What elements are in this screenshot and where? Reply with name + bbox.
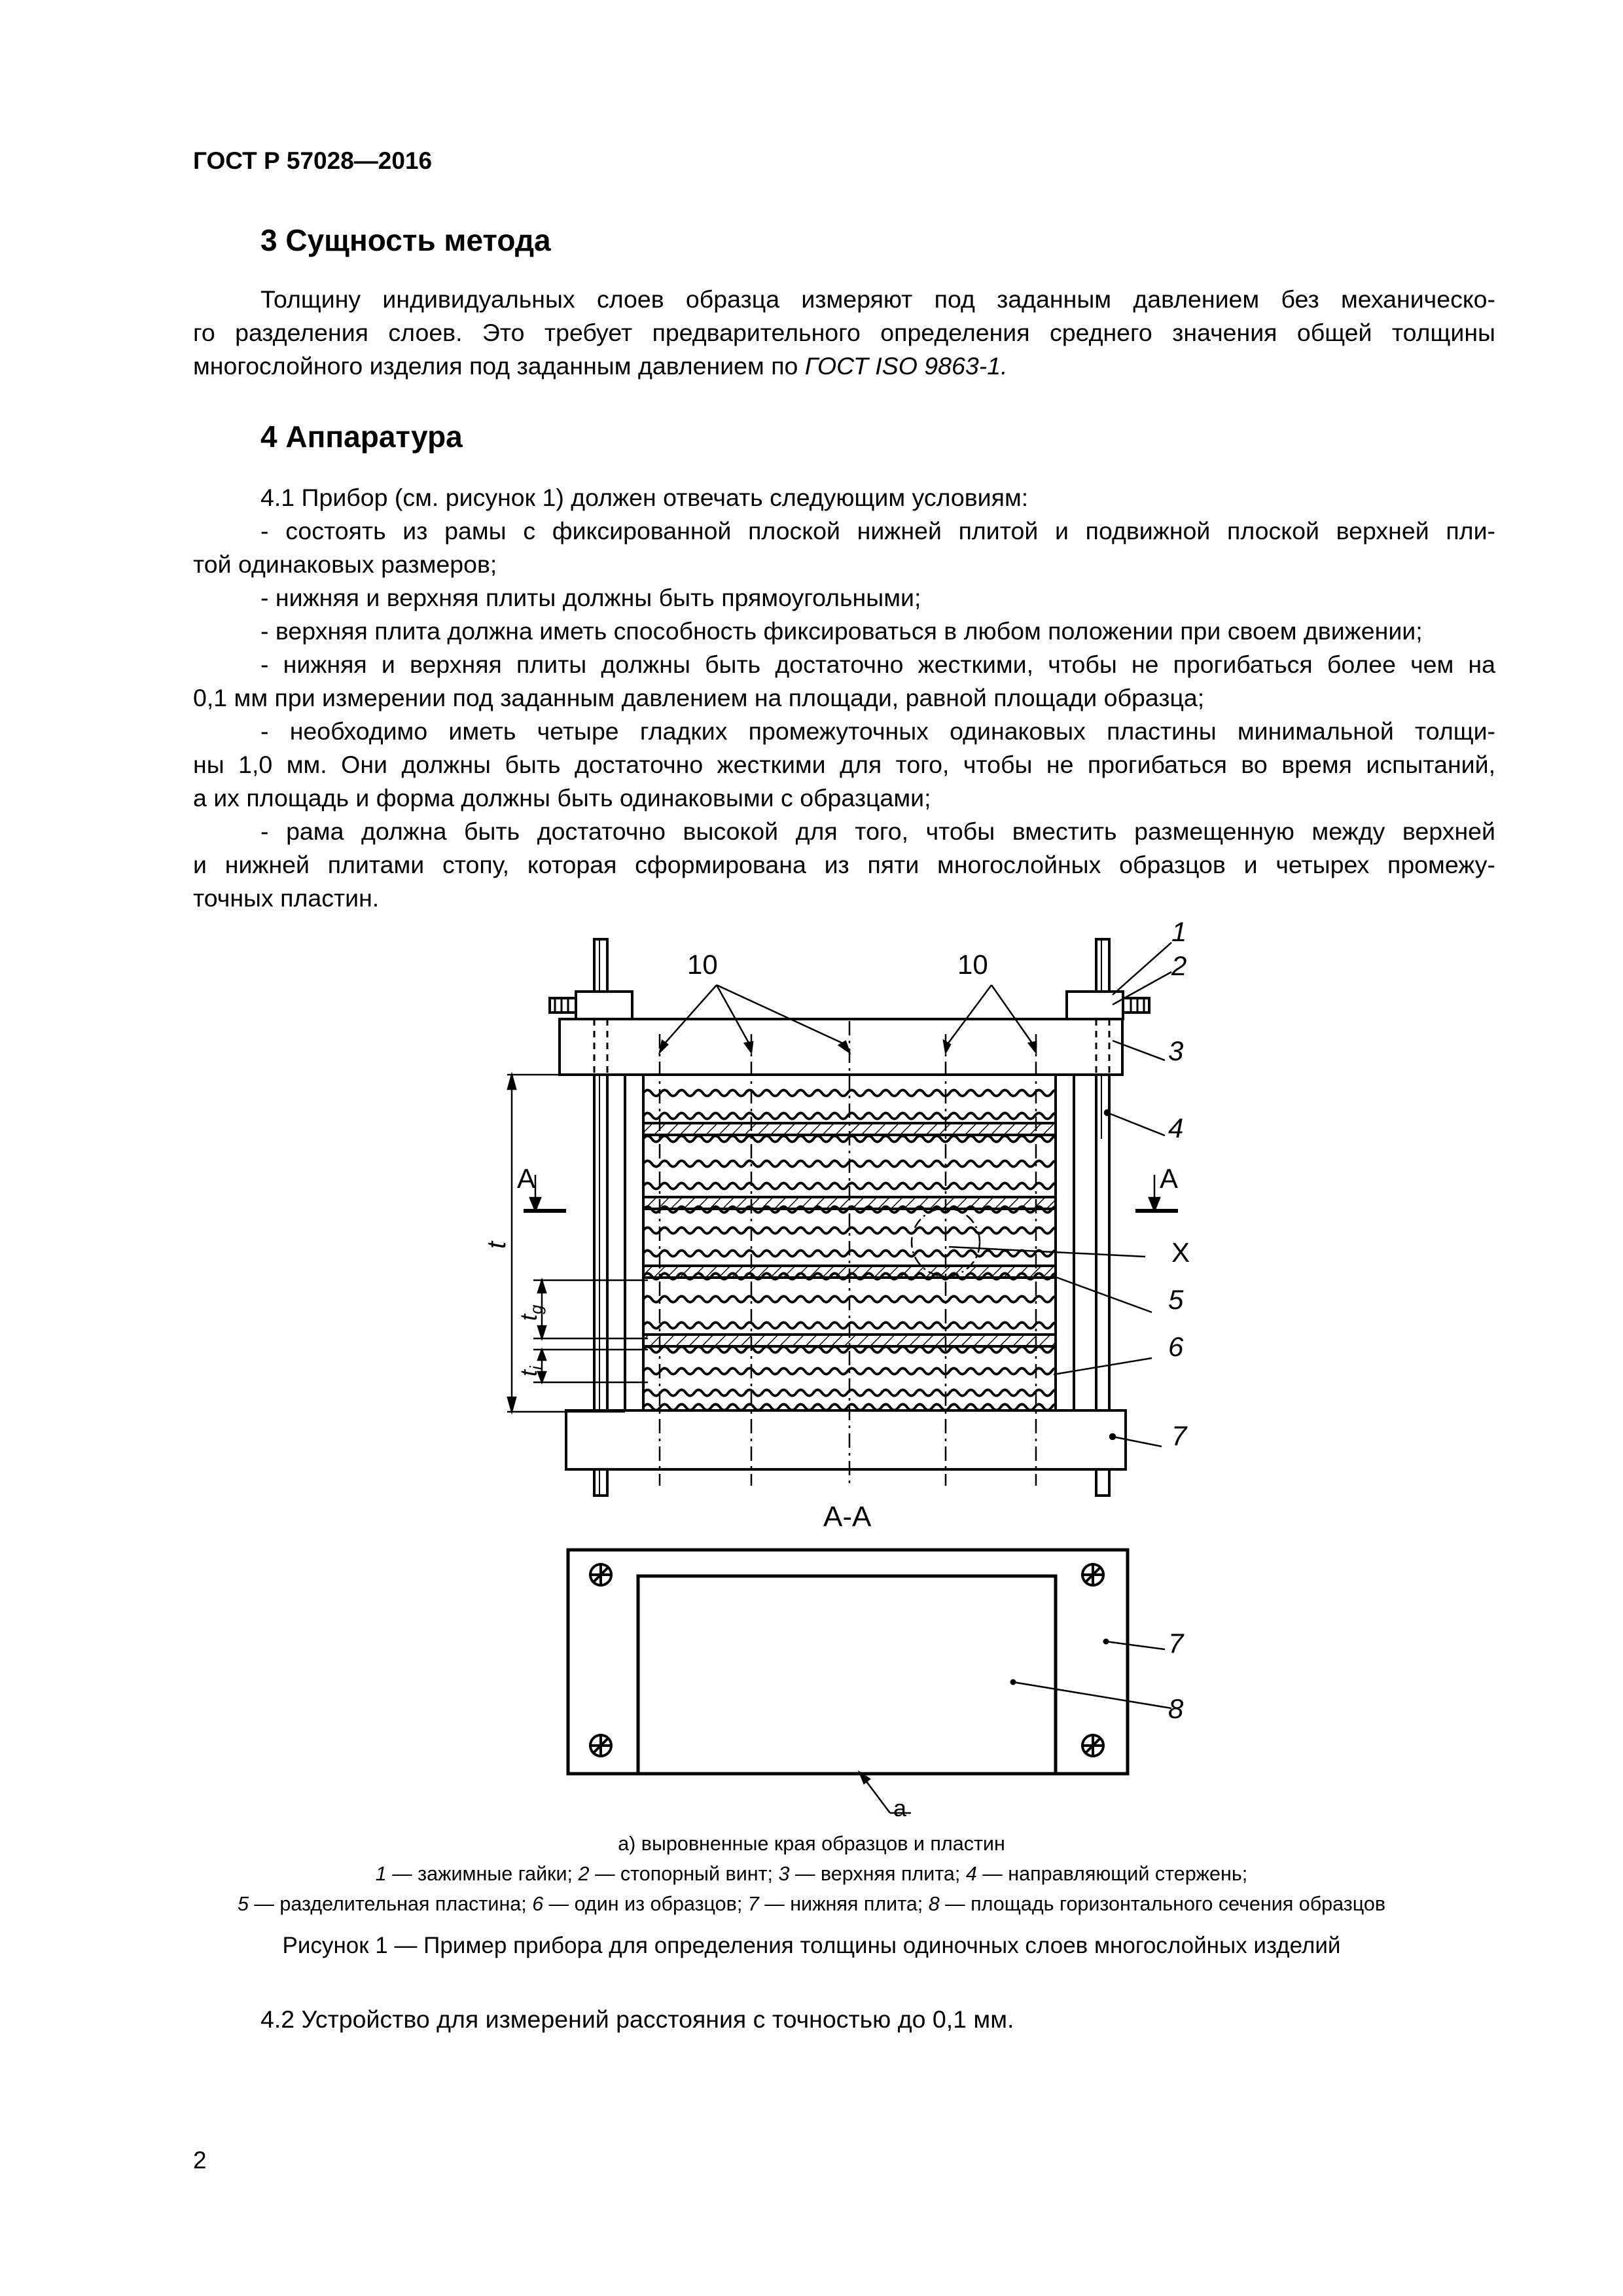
specimen-layer [643,1090,1069,1096]
specimen-layer [643,1161,1069,1167]
guide-rod-holes [589,1563,1105,1757]
label-10-left: 10 [687,949,718,980]
right-clamping-nut [1067,992,1123,1019]
left-clamping-nut [576,992,632,1019]
section-labels [893,1628,1185,1821]
requirement-5-line-2: ны 1,0 мм. Они должны быть достаточно жесткими для того, чтобы не прогибаться во время испытаний, [193,751,1495,778]
specimen-layer [643,1251,1069,1257]
label-5: 5 [1168,1284,1184,1315]
specimen-layer [643,1369,1069,1374]
section-mark-left: A [517,1163,536,1194]
requirement-3: - верхняя плита должна иметь способность фиксироваться в любом положении при своем движении; [260,617,1423,645]
specimen-layer [643,1390,1069,1396]
lower-plate-section [568,1550,1128,1774]
section-mark-right: A [1160,1163,1179,1194]
standard-reference: ГОСТ ISO 9863-1. [804,352,1008,380]
section-a-a-view [568,1550,1171,1813]
right-locking-screw [1123,998,1149,1013]
figure-legend-line-1: 1 — зажимные гайки; 2 — стопорный винт; 3 — верхняя плита; 4 — направляющий стержень; [375,1863,1248,1885]
label-ti: $t_i$ [515,1366,546,1376]
requirement-6-line-2: и нижней плитами стопу, которая сформирована из пяти многослойных образцов и четырех промежу- [193,851,1495,878]
label-10-right: 10 [957,949,988,980]
label-1: 1 [1171,916,1187,947]
label-tg: $t_g$ [515,1304,546,1321]
label-2: 2 [1171,950,1187,981]
requirement-4-line-2: 0,1 мм при измерении под заданным давлением на площади, равной площади образца; [193,684,1205,711]
left-frame-post [625,1075,643,1412]
page-number: 2 [193,2147,207,2174]
label-6: 6 [1168,1331,1184,1362]
label-3: 3 [1168,1035,1184,1066]
requirement-1-line-2: той одинаковых размеров; [193,550,497,578]
label-t: t [482,1241,511,1249]
specimen-area-section [638,1576,1056,1774]
right-frame-post [1056,1075,1074,1412]
section-4-heading: 4 Аппаратура [260,420,463,454]
requirement-1-line-1: - состоять из рамы с фиксированной плоской нижней плитой и подвижной плоской верхней пли- [260,517,1495,545]
specimen-layer [643,1113,1069,1119]
specimen-layer [643,1183,1069,1189]
label-a: a [893,1795,907,1821]
requirement-6-line-1: - рама должна быть достаточно высокой для того, чтобы вместить размещенную между верхней [260,817,1495,845]
item-4-2: 4.2 Устройство для измерений расстояния с точностью до 0,1 мм. [260,2005,1014,2033]
label-4: 4 [1168,1113,1184,1143]
requirement-4-line-1: - нижняя и верхняя плиты должны быть достаточно жесткими, чтобы не прогибаться более чем на [260,651,1495,678]
left-locking-screw [550,998,576,1013]
section-3-heading: 3 Сущность метода [260,223,551,257]
requirement-2: - нижняя и верхняя плиты должны быть прямоугольными; [260,584,921,611]
section-3-line-3: многослойного изделия под заданным давлением по ГОСТ ISO 9863-1. [193,352,1008,380]
specimen-layer [643,1297,1069,1302]
item-4-1-intro: 4.1 Прибор (см. рисунок 1) должен отвечать следующим условиям: [260,484,1029,511]
section-view-title: А-А [823,1501,872,1533]
figure-legend-line-2: 5 — разделительная пластина; 6 — один из образцов; 7 — нижняя плита; 8 — площадь горизонтального сечения образцов [237,1893,1386,1915]
document-header: ГОСТ Р 57028—2016 [193,147,433,174]
label-7-section: 7 [1168,1628,1184,1659]
requirement-5-line-1: - необходимо иметь четыре гладких промежуточных одинаковых пластины минимальной толщи- [260,717,1495,745]
label-x: X [1171,1237,1190,1268]
label-8: 8 [1168,1693,1184,1724]
specimen-layer [643,1228,1069,1234]
specimen-layer [643,1136,1069,1142]
section-3-line-2: го разделения слоев. Это требует предварительного определения среднего значения общей толщины [193,319,1495,346]
lower-plate [566,1410,1126,1469]
requirement-5-line-3: а их площадь и форма должны быть одинаковыми с образцами; [193,784,931,812]
specimen-layer [643,1323,1069,1329]
requirement-6-line-3: точных пластин. [193,884,380,912]
section-3-line-1: Толщину индивидуальных слоев образца измеряют под заданным давлением без механическо- [260,285,1495,313]
figure-caption: Рисунок 1 — Пример прибора для определения толщины одиночных слоев многослойных изделий [282,1933,1341,1958]
figure-note-a: а) выровненные края образцов и пластин [618,1833,1005,1855]
label-7-front: 7 [1171,1420,1187,1451]
